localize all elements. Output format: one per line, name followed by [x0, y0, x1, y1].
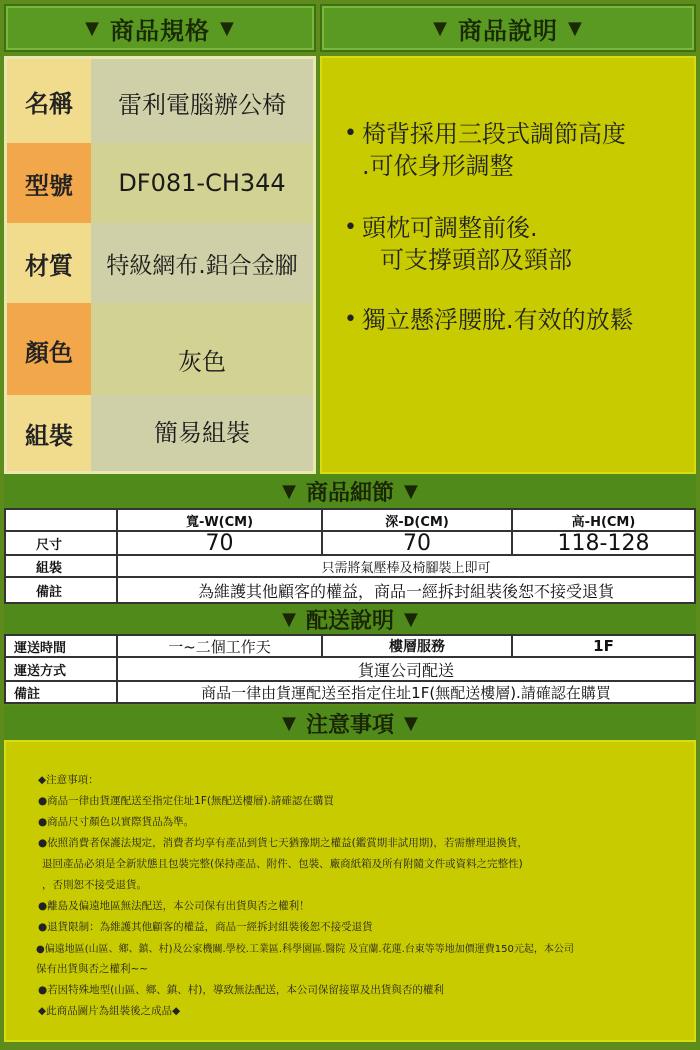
spec-value: 簡易組裝: [91, 395, 313, 471]
details-note-label: 備註: [5, 577, 117, 603]
spec-row-name: [7, 59, 313, 143]
delivery-time-value: 一~二個工作天: [117, 635, 322, 657]
spec-row-model: [7, 143, 313, 223]
delivery-table: [4, 634, 696, 704]
spec-value: 灰色: [91, 303, 313, 395]
col-depth-header: 深-D(CM): [322, 509, 512, 531]
size-width: 70: [117, 531, 322, 555]
floor-service-label: 樓層服務: [322, 635, 512, 657]
notice-line: 退回產品必須是全新狀態且包裝完整(保持產品、附件、包裝、廠商紙箱及所有附隨文件或資料之完整性): [42, 858, 523, 870]
bullet-dot-icon: •: [344, 121, 357, 146]
spec-label: 型號: [7, 143, 91, 223]
notice-title: 注意事項: [305, 712, 394, 738]
spec-label: 組裝: [7, 395, 91, 471]
assembly-value: 只需將氣壓棒及椅腳裝上即可: [117, 555, 695, 577]
delivery-note-value: 商品一律由貨運配送至指定住址1F(無配送樓層).請確認在購買: [117, 681, 695, 703]
triangle-down-icon: ▼: [404, 712, 418, 734]
desc-item: [344, 304, 634, 336]
triangle-down-icon: ▼: [282, 712, 296, 734]
delivery-method-label: 運送方式: [5, 657, 117, 681]
delivery-banner: [4, 604, 696, 634]
notice-line: ●離島及偏遠地區無法配送，本公司保有出貨與否之權利！: [38, 900, 310, 912]
desc-line: .可依身形調整: [362, 152, 514, 180]
details-banner: [4, 474, 696, 508]
notice-line: ●若因特殊地型(山區、鄉、鎮、村)，導致無法配送，本公司保留接單及出貨與否的權利: [38, 984, 444, 996]
col-height-header: 高-H(CM): [512, 509, 695, 531]
spec-label: 顏色: [7, 303, 91, 395]
notice-line: ◆注意事項：: [38, 774, 99, 786]
delivery-time-label: 運送時間: [5, 635, 117, 657]
desc-line: 椅背採用三段式調節高度: [362, 120, 626, 148]
details-note-value: 為維護其他顧客的權益，商品一經拆封組裝後恕不接受退貨: [117, 577, 695, 603]
desc-panel: [320, 56, 696, 474]
desc-item: [344, 118, 626, 182]
spec-panel: [4, 56, 316, 474]
notice-panel: [4, 740, 696, 1042]
triangle-down-icon: ▼: [433, 17, 448, 39]
notice-line: ◆此商品圖片為組裝後之成品◆: [38, 1005, 181, 1017]
table-corner: [5, 509, 117, 531]
notice-line: ●退貨限制：為維護其他顧客的權益，商品一經拆封組裝後恕不接受退貨: [38, 921, 373, 933]
top-headers: [0, 0, 700, 56]
bullet-dot-icon: •: [344, 215, 357, 240]
spec-header-title: 商品規格: [110, 16, 210, 45]
spec-label: 材質: [7, 223, 91, 303]
notice-line: ●偏遠地區(山區、鄉、鎮、村)及公家機關.學校.工業區.科學園區.醫院 及宜蘭.花蓮.台東等等地加價運費150元起，本公司: [36, 944, 574, 955]
desc-line: 獨立懸浮腰脫.有效的放鬆: [362, 306, 634, 334]
spec-label: 名稱: [7, 59, 91, 143]
spec-header: [4, 4, 316, 52]
spec-row-color: [7, 303, 313, 395]
notice-banner: [4, 706, 696, 740]
delivery-note-label: 備註: [5, 681, 117, 703]
size-label: 尺寸: [5, 531, 117, 555]
triangle-down-icon: ▼: [282, 608, 296, 630]
size-height: 118-128: [512, 531, 695, 555]
assembly-label: 組裝: [5, 555, 117, 577]
details-table: [4, 508, 696, 604]
bullet-dot-icon: •: [344, 307, 357, 332]
delivery-method-value: 貨運公司配送: [117, 657, 695, 681]
triangle-down-icon: ▼: [404, 608, 418, 630]
col-width-header: 寬-W(CM): [117, 509, 322, 531]
spec-row-material: [7, 223, 313, 303]
notice-line: ●商品尺寸顏色以實際貨品為準。: [38, 816, 195, 828]
spec-value: DF081-CH344: [91, 143, 313, 223]
notice-line: ，否則恕不接受退貨。: [42, 879, 147, 891]
floor-service-value: 1F: [512, 635, 695, 657]
notice-line: 保有出貨與否之權利~~: [36, 963, 149, 975]
desc-header: [320, 4, 696, 52]
size-depth: 70: [322, 531, 512, 555]
notice-line: ●商品一律由貨運配送至指定住址1F(無配送樓層).請確認在購買: [38, 795, 334, 807]
desc-item: [344, 212, 572, 276]
spec-value: 特級網布.鋁合金腳: [91, 223, 313, 303]
triangle-down-icon: ▼: [220, 17, 235, 39]
notice-line: ●依照消費者保護法規定，消費者均享有產品到貨七天猶豫期之權益(鑑賞期非試用期)，若需辦理退換貨，: [38, 837, 528, 849]
triangle-down-icon: ▼: [85, 17, 100, 39]
desc-header-title: 商品說明: [458, 16, 558, 45]
spec-value: 雷利電腦辦公椅: [91, 59, 313, 143]
details-title: 商品細節: [305, 480, 394, 506]
triangle-down-icon: ▼: [568, 17, 583, 39]
desc-line: 可支撐頭部及頸部: [380, 246, 572, 274]
delivery-title: 配送說明: [305, 608, 394, 634]
desc-line: 頭枕可調整前後.: [362, 214, 538, 242]
triangle-down-icon: ▼: [404, 480, 418, 502]
spec-row-assembly: [7, 395, 313, 471]
triangle-down-icon: ▼: [282, 480, 296, 502]
